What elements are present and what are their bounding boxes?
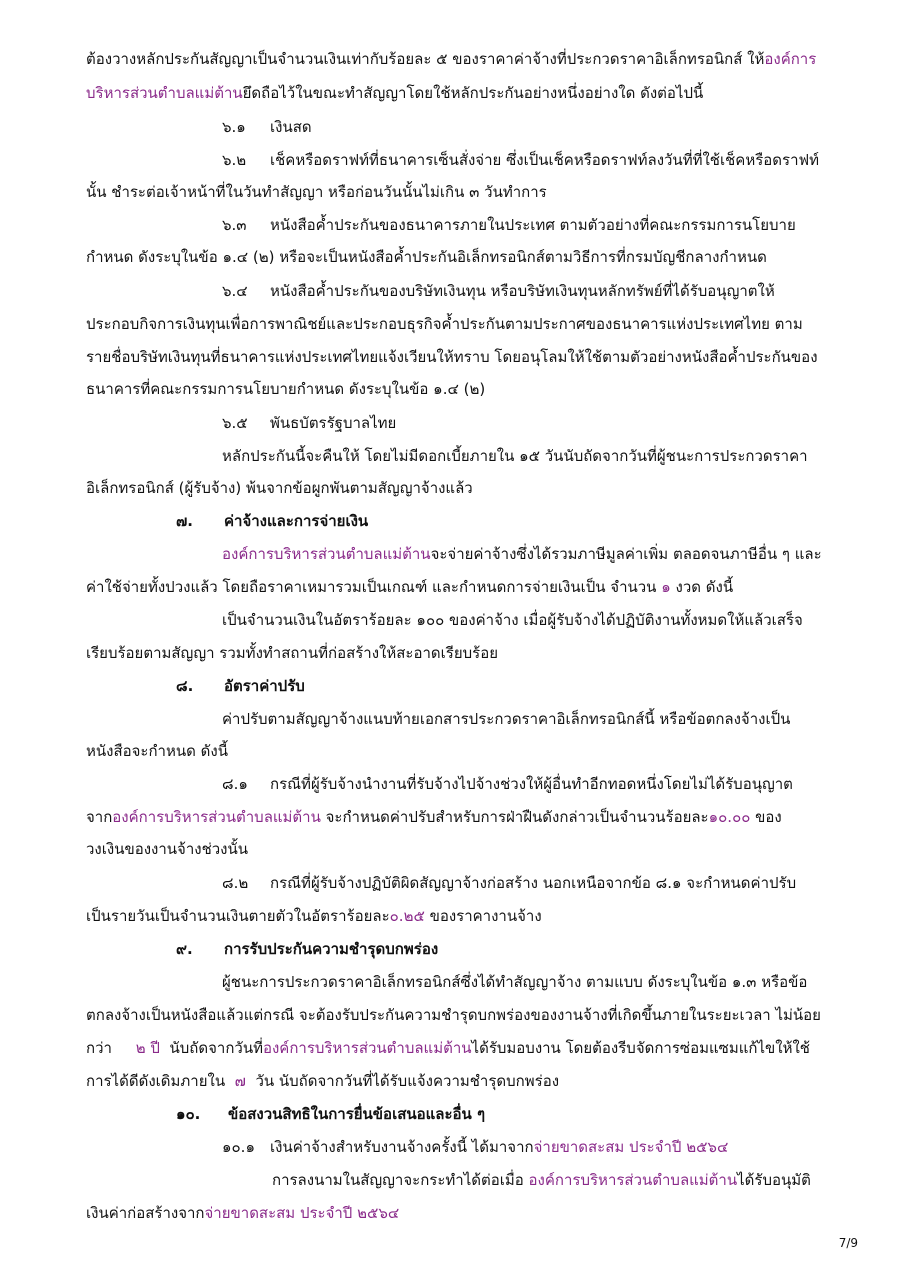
text-line: หลักประกันนี้จะคืนให้ โดยไม่มีดอกเบี้ยภายใน ๑๕ วันนับถัดจากวันที่ผู้ชนะการประกวดราคา [222,447,808,465]
list-item: ๑๐.๑ เงินค่าจ้างสำหรับงานจ้างครั้งนี้ ได้มาจากจ่ายขาดสะสม ประจำปี ๒๕๖๔ [222,1138,729,1156]
text-line: เป็นรายวันเป็นจำนวนเงินตายตัวในอัตราร้อยละ๐.๒๕ ของราคางานจ้าง [86,907,542,925]
text-line: ผู้ชนะการประกวดราคาอิเล็กทรอนิกส์ซึ่งได้ทำสัญญาจ้าง ตามแบบ ดังระบุในข้อ ๑.๓ หรือข้อ [222,973,808,991]
text-line: ประกอบกิจการเงินทุนเพื่อการพาณิชย์และประกอบธุรกิจค้ำประกันตามประกาศของธนาคารแห่งประเทศไทย ตาม [86,315,803,333]
list-item: ๖.๕ พันธบัตรรัฐบาลไทย [222,414,397,432]
text-line: เรียบร้อยตามสัญญา รวมทั้งทำสถานที่ก่อสร้างให้สะอาดเรียบร้อย [86,644,498,662]
page-number: 7/9 [838,1236,858,1250]
text-line: ค่าปรับตามสัญญาจ้างแนบท้ายเอกสารประกวดราคาอิเล็กทรอนิกส์นี้ หรือข้อตกลงจ้างเป็น [222,710,791,728]
text-line: เงินค่าก่อสร้างจากจ่ายขาดสะสม ประจำปี ๒๕๖๔ [86,1204,400,1222]
text-line: อิเล็กทรอนิกส์ (ผู้รับจ้าง) พ้นจากข้อผูกพันตามสัญญาจ้างแล้ว [86,479,473,497]
text-line: หนังสือจะกำหนด ดังนี้ [86,742,228,760]
text-line: ธนาคารที่คณะกรรมการนโยบายกำหนด ดังระบุในข้อ ๑.๔ (๒) [86,380,486,398]
list-item: ๘.๑ กรณีที่ผู้รับจ้างนำงานที่รับจ้างไปจ้างช่วงให้ผู้อื่นทำอีกทอดหนึ่งโดยไม่ได้รับอนุญาต [222,775,793,793]
text-line: กว่า ๒ ปี นับถัดจากวันที่องค์การบริหารส่วนตำบลแม่ต้านได้รับมอบงาน โดยต้องรีบจัดการซ่อมแซมแก้ไขให้ใช้ [86,1039,810,1057]
text-line: ตกลงจ้างเป็นหนังสือแล้วแต่กรณี จะต้องรับประกันความชำรุดบกพร่องของงานจ้างที่เกิดขึ้นภายในระยะเวลา ไม่น้อย [86,1006,821,1024]
list-item: ๖.๒ เช็คหรือดราฟท์ที่ธนาคารเซ็นสั่งจ่าย ซึ่งเป็นเช็คหรือดราฟท์ลงวันที่ที่ใช้เช็คหรือดราฟท์ [222,151,819,169]
section-heading: ๘. อัตราค่าปรับ [176,677,305,695]
text-line: รายชื่อบริษัทเงินทุนที่ธนาคารแห่งประเทศไทยแจ้งเวียนให้ทราบ โดยอนุโลมให้ใช้ตามตัวอย่างหนังสือค้ำประกันของ [86,348,818,366]
text-line: วงเงินของงานจ้างช่วงนั้น [86,840,249,858]
list-item: ๖.๑ เงินสด [222,118,312,136]
text-line: ค่าใช้จ่ายทั้งปวงแล้ว โดยถือราคาเหมารวมเป็นเกณฑ์ และกำหนดการจ่ายเงินเป็น จำนวน ๑ งวด ดังนี้ [86,578,734,596]
section-heading: ๙. การรับประกันความชำรุดบกพร่อง [176,940,439,958]
text-line: นั้น ชำระต่อเจ้าหน้าที่ในวันทำสัญญา หรือก่อนวันนั้นไม่เกิน ๓ วันทำการ [86,183,547,201]
text-line: ต้องวางหลักประกันสัญญาเป็นจำนวนเงินเท่ากับร้อยละ ๕ ของราคาค่าจ้างที่ประกวดราคาอิเล็กทรอนิกส์ ให้องค์การ [86,50,817,68]
text-line: การได้ดีดังเดิมภายใน ๗ วัน นับถัดจากวันที่ได้รับแจ้งความชำรุดบกพร่อง [86,1072,560,1090]
text-line: บริหารส่วนตำบลแม่ต้านยึดถือไว้ในขณะทำสัญญาโดยใช้หลักประกันอย่างหนึ่งอย่างใด ดังต่อไปนี้ [86,84,704,102]
section-heading: ๑๐. ข้อสงวนสิทธิในการยื่นข้อเสนอและอื่น ๆ [176,1105,486,1123]
list-item: ๖.๓ หนังสือค้ำประกันของธนาคารภายในประเทศ ตามตัวอย่างที่คณะกรรมการนโยบาย [222,216,796,234]
text-line: เป็นจำนวนเงินในอัตราร้อยละ ๑๐๐ ของค่าจ้าง เมื่อผู้รับจ้างได้ปฏิบัติงานทั้งหมดให้แล้วเสร็จ [222,611,803,629]
text-line: องค์การบริหารส่วนตำบลแม่ต้านจะจ่ายค่าจ้างซึ่งได้รวมภาษีมูลค่าเพิ่ม ตลอดจนภาษีอื่น ๆ และ [222,545,822,563]
list-item: ๘.๒ กรณีที่ผู้รับจ้างปฏิบัติผิดสัญญาจ้างก่อสร้าง นอกเหนือจากข้อ ๘.๑ จะกำหนดค่าปรับ [222,874,797,892]
text-line: จากองค์การบริหารส่วนตำบลแม่ต้าน จะกำหนดค่าปรับสำหรับการฝ่าฝืนดังกล่าวเป็นจำนวนร้อยละ๑๐.๐๐ ของ [86,808,782,826]
text-line: การลงนามในสัญญาจะกระทำได้ต่อเมื่อ องค์การบริหารส่วนตำบลแม่ต้านได้รับอนุมัติ [272,1171,811,1189]
text-line: กำหนด ดังระบุในข้อ ๑.๔ (๒) หรือจะเป็นหนังสือค้ำประกันอิเล็กทรอนิกส์ตามวิธีการที่กรมบัญชีกลางกำหนด [86,248,767,266]
list-item: ๖.๔ หนังสือค้ำประกันของบริษัทเงินทุน หรือบริษัทเงินทุนหลักทรัพย์ที่ได้รับอนุญาตให้ [222,282,775,300]
section-heading: ๗. ค่าจ้างและการจ่ายเงิน [176,512,369,530]
